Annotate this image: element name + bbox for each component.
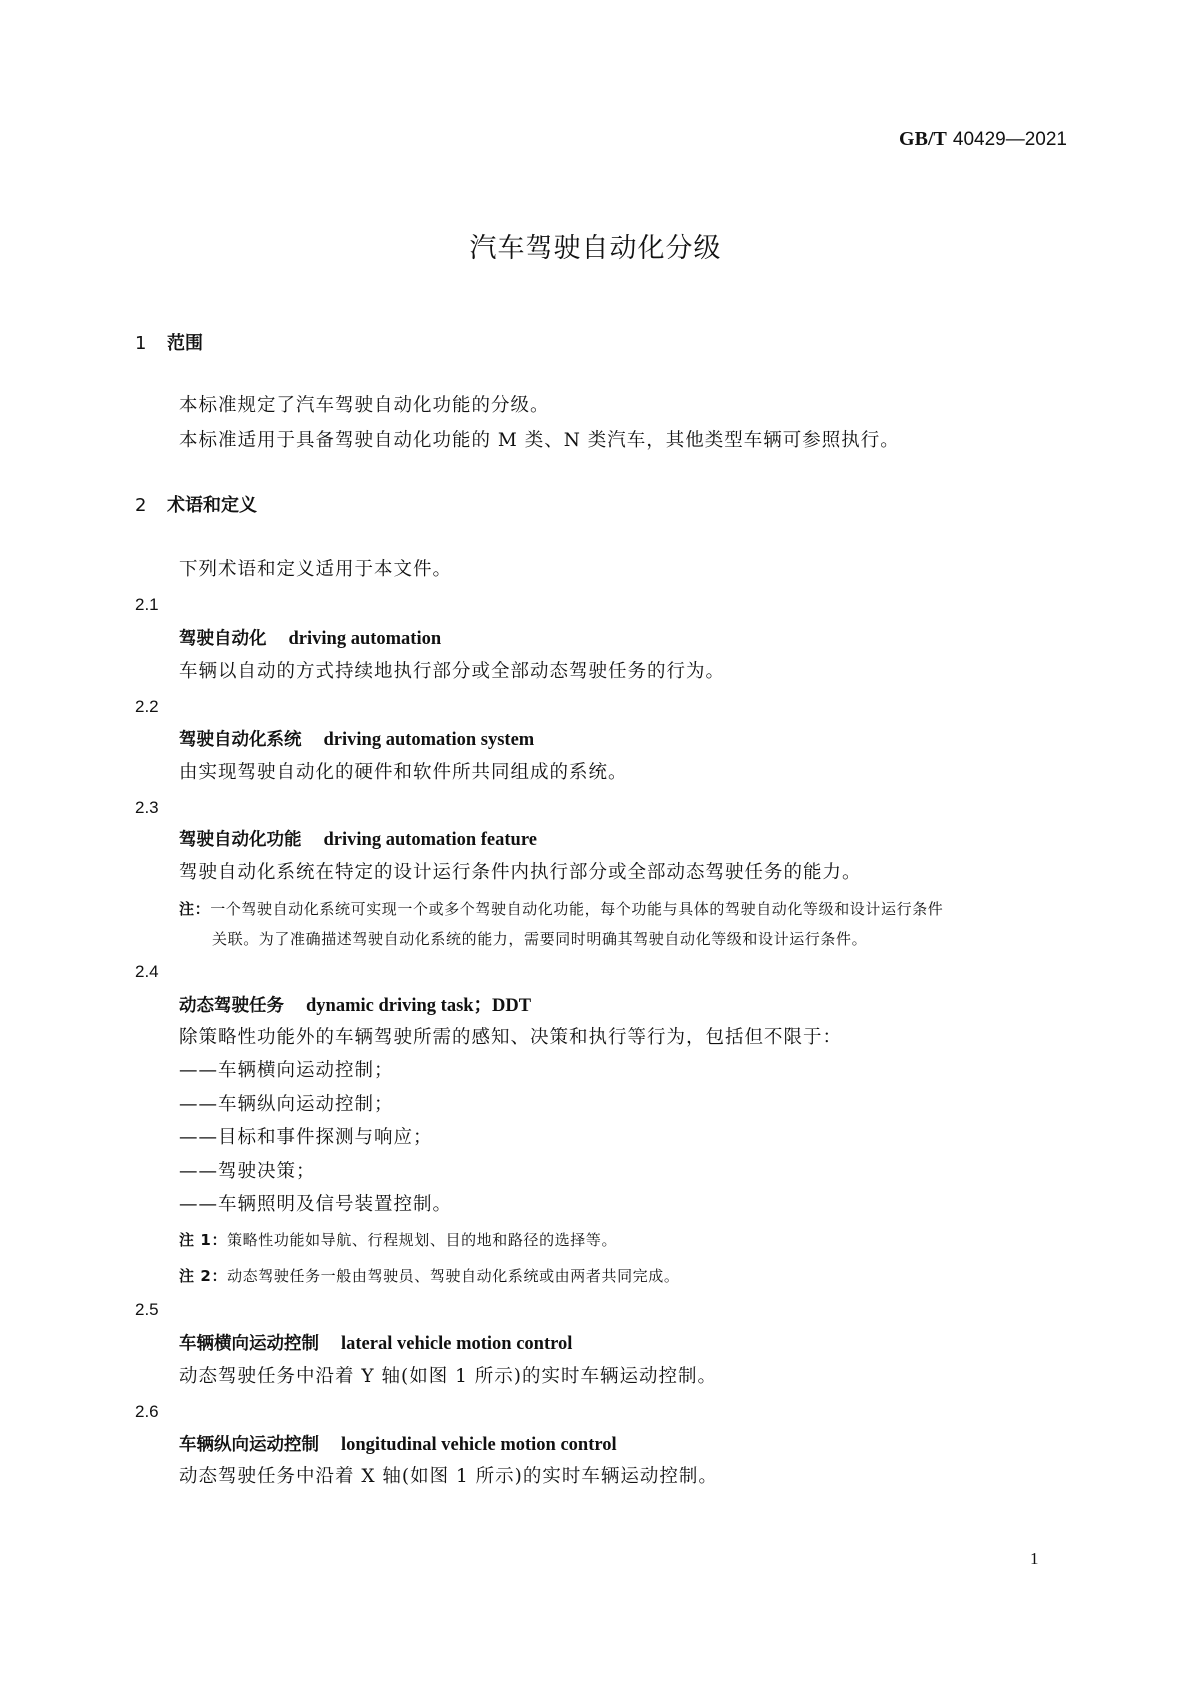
term-zh: 车辆纵向运动控制 — [179, 1435, 319, 1455]
paragraph: 下列术语和定义适用于本文件。 — [179, 559, 453, 580]
list-item: ——车辆纵向运动控制； — [179, 1094, 394, 1115]
standard-number: 40429—2021 — [952, 129, 1067, 150]
note-label: 注 1： — [179, 1231, 228, 1249]
section-heading-terms — [135, 497, 257, 515]
paragraph: 本标准适用于具备驾驶自动化功能的 M 类、N 类汽车，其他类型车辆可参照执行。 — [179, 430, 900, 451]
list-item: ——车辆照明及信号装置控制。 — [179, 1194, 453, 1215]
note — [179, 1269, 679, 1284]
term-zh: 驾驶自动化 — [179, 629, 267, 649]
term-definition: 动态驾驶任务中沿着 X 轴(如图 1 所示)的实时车辆运动控制。 — [179, 1466, 718, 1487]
term-number: 2.2 — [135, 697, 159, 716]
term-heading — [179, 1436, 617, 1455]
note-text: 一个驾驶自动化系统可实现一个或多个驾驶自动化功能，每个功能与具体的驾驶自动化等级和设计运行条件 — [210, 900, 944, 918]
page-number: 1 — [1030, 1549, 1039, 1568]
term-en: lateral vehicle motion control — [341, 1334, 573, 1354]
term-en: dynamic driving task；DDT — [306, 996, 532, 1016]
note — [179, 902, 943, 917]
term-definition: 由实现驾驶自动化的硬件和软件所共同组成的系统。 — [179, 762, 628, 783]
term-number: 2.5 — [135, 1300, 159, 1319]
term-heading — [179, 1335, 572, 1354]
term-definition: 除策略性功能外的车辆驾驶所需的感知、决策和执行等行为，包括但不限于： — [179, 1027, 843, 1048]
term-en: driving automation feature — [323, 830, 537, 850]
list-item: ——驾驶决策； — [179, 1161, 316, 1182]
term-definition: 车辆以自动的方式持续地执行部分或全部动态驾驶任务的行为。 — [179, 661, 726, 682]
term-zh: 驾驶自动化功能 — [179, 830, 302, 850]
term-heading — [179, 731, 534, 750]
paragraph: 本标准规定了汽车驾驶自动化功能的分级。 — [179, 395, 550, 416]
term-number: 2.3 — [135, 798, 159, 817]
section-heading-scope — [135, 335, 203, 353]
term-zh: 驾驶自动化系统 — [179, 730, 302, 750]
term-en: driving automation system — [323, 730, 535, 750]
term-zh: 动态驾驶任务 — [179, 996, 284, 1016]
note-label: 注 2： — [179, 1267, 228, 1285]
term-zh: 车辆横向运动控制 — [179, 1334, 319, 1354]
term-heading — [179, 630, 441, 649]
term-heading — [179, 997, 531, 1016]
term-definition: 驾驶自动化系统在特定的设计运行条件内执行部分或全部动态驾驶任务的能力。 — [179, 862, 862, 883]
term-heading — [179, 831, 537, 850]
section-number: 2 — [135, 495, 147, 516]
standard-prefix: GB/T — [899, 128, 947, 150]
note-text: 动态驾驶任务一般由驾驶员、驾驶自动化系统或由两者共同完成。 — [227, 1267, 680, 1285]
list-item: ——目标和事件探测与响应； — [179, 1127, 433, 1148]
term-en: longitudinal vehicle motion control — [341, 1435, 617, 1455]
term-number: 2.4 — [135, 962, 159, 981]
note-continuation: 关联。为了准确描述驾驶自动化系统的能力，需要同时明确其驾驶自动化等级和设计运行条件。 — [212, 930, 868, 948]
section-title: 范围 — [167, 333, 203, 354]
document-title: 汽车驾驶自动化分级 — [469, 233, 722, 264]
section-number: 1 — [135, 333, 147, 354]
note — [179, 1233, 617, 1248]
note-label: 注： — [179, 900, 211, 918]
term-definition: 动态驾驶任务中沿着 Y 轴(如图 1 所示)的实时车辆运动控制。 — [179, 1366, 717, 1387]
standard-code — [899, 129, 1067, 149]
list-item: ——车辆横向运动控制； — [179, 1060, 394, 1081]
section-title: 术语和定义 — [167, 495, 257, 516]
term-en: driving automation — [288, 629, 442, 649]
term-number: 2.1 — [135, 595, 159, 614]
note-text: 策略性功能如导航、行程规划、目的地和路径的选择等。 — [227, 1231, 618, 1249]
term-number: 2.6 — [135, 1402, 159, 1421]
